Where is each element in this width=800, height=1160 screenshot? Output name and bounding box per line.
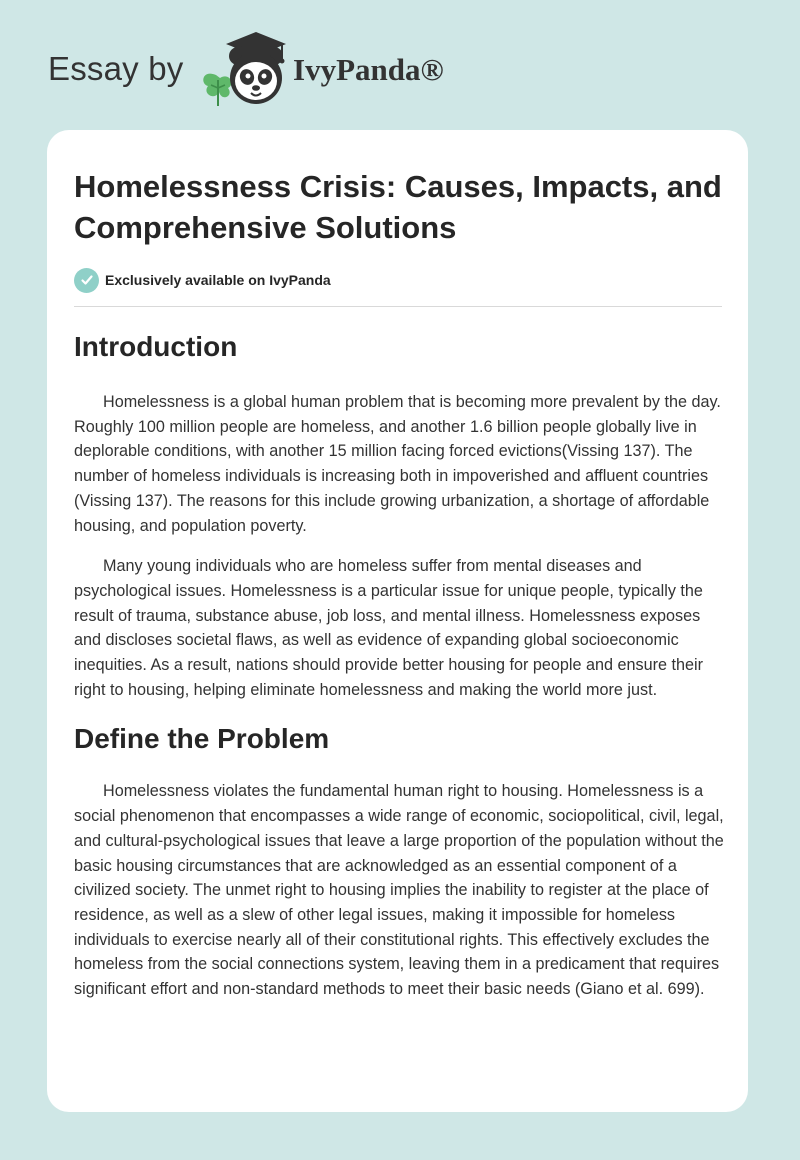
essay-title: Homelessness Crisis: Causes, Impacts, and Comprehensive Solutions: [74, 169, 722, 245]
brand-name: IvyPanda®: [293, 52, 444, 87]
ivy-leaf-icon: [203, 74, 231, 106]
paragraph: Homelessness violates the fundamental human right to housing. Homelessness is a social phenomenon that encompasses a wide range of economic, sociopolitical, civil, legal, and cultural-psychological issues that leave a large proportion of the population without the basic housing circumstances that are acknowledged as an essential component of a civilized society. The unmet right to housing implies the inability to register at the place of residence, as well as a slew of other legal issues, making it impossible for homeless individuals to exercise nearly all of their constitutional rights. This effectively excludes the homeless from the social connections system, leaving them in a predicament that requires significant effort and non-standard methods to meet their basic needs (Giano et al. 699).: [74, 782, 724, 999]
exclusive-badge-label: Exclusively available on IvyPanda: [105, 272, 331, 288]
panda-graduate-icon: [198, 28, 290, 110]
check-icon: [74, 268, 99, 293]
site-header: [46, 28, 566, 118]
exclusive-badge: [74, 266, 722, 294]
section-heading-introduction: Introduction: [74, 331, 238, 362]
title-divider: [74, 306, 722, 307]
essay-card: [47, 130, 748, 1112]
section-heading-define-problem: Define the Problem: [74, 723, 330, 755]
essay-by-label: Essay by: [48, 50, 184, 87]
paragraph: Homelessness is a global human problem that is becoming more prevalent by the day. Roughly 100 million people are homeless, and another 1.6 billion people globally live in deplorable conditions, with another 15 million facing forced evictions(Vissing 137). The number of homeless individuals is increasing both in impoverished and affluent countries (Vissing 137). The reasons for this include growing urbanization, a shortage of affordable housing, and population poverty.: [74, 393, 721, 535]
paragraph: Many young individuals who are homeless suffer from mental diseases and psychological issues. Homelessness is a particular issue for unique people, typically the result of trauma, substance abuse, job loss, and mental illness. Homelessness exposes and discloses societal flaws, as well as evidence of expanding global socioeconomic inequities. As a result, nations should provide better housing for people and ensure their right to housing, helping eliminate homelessness and making the world more just.: [74, 557, 704, 699]
